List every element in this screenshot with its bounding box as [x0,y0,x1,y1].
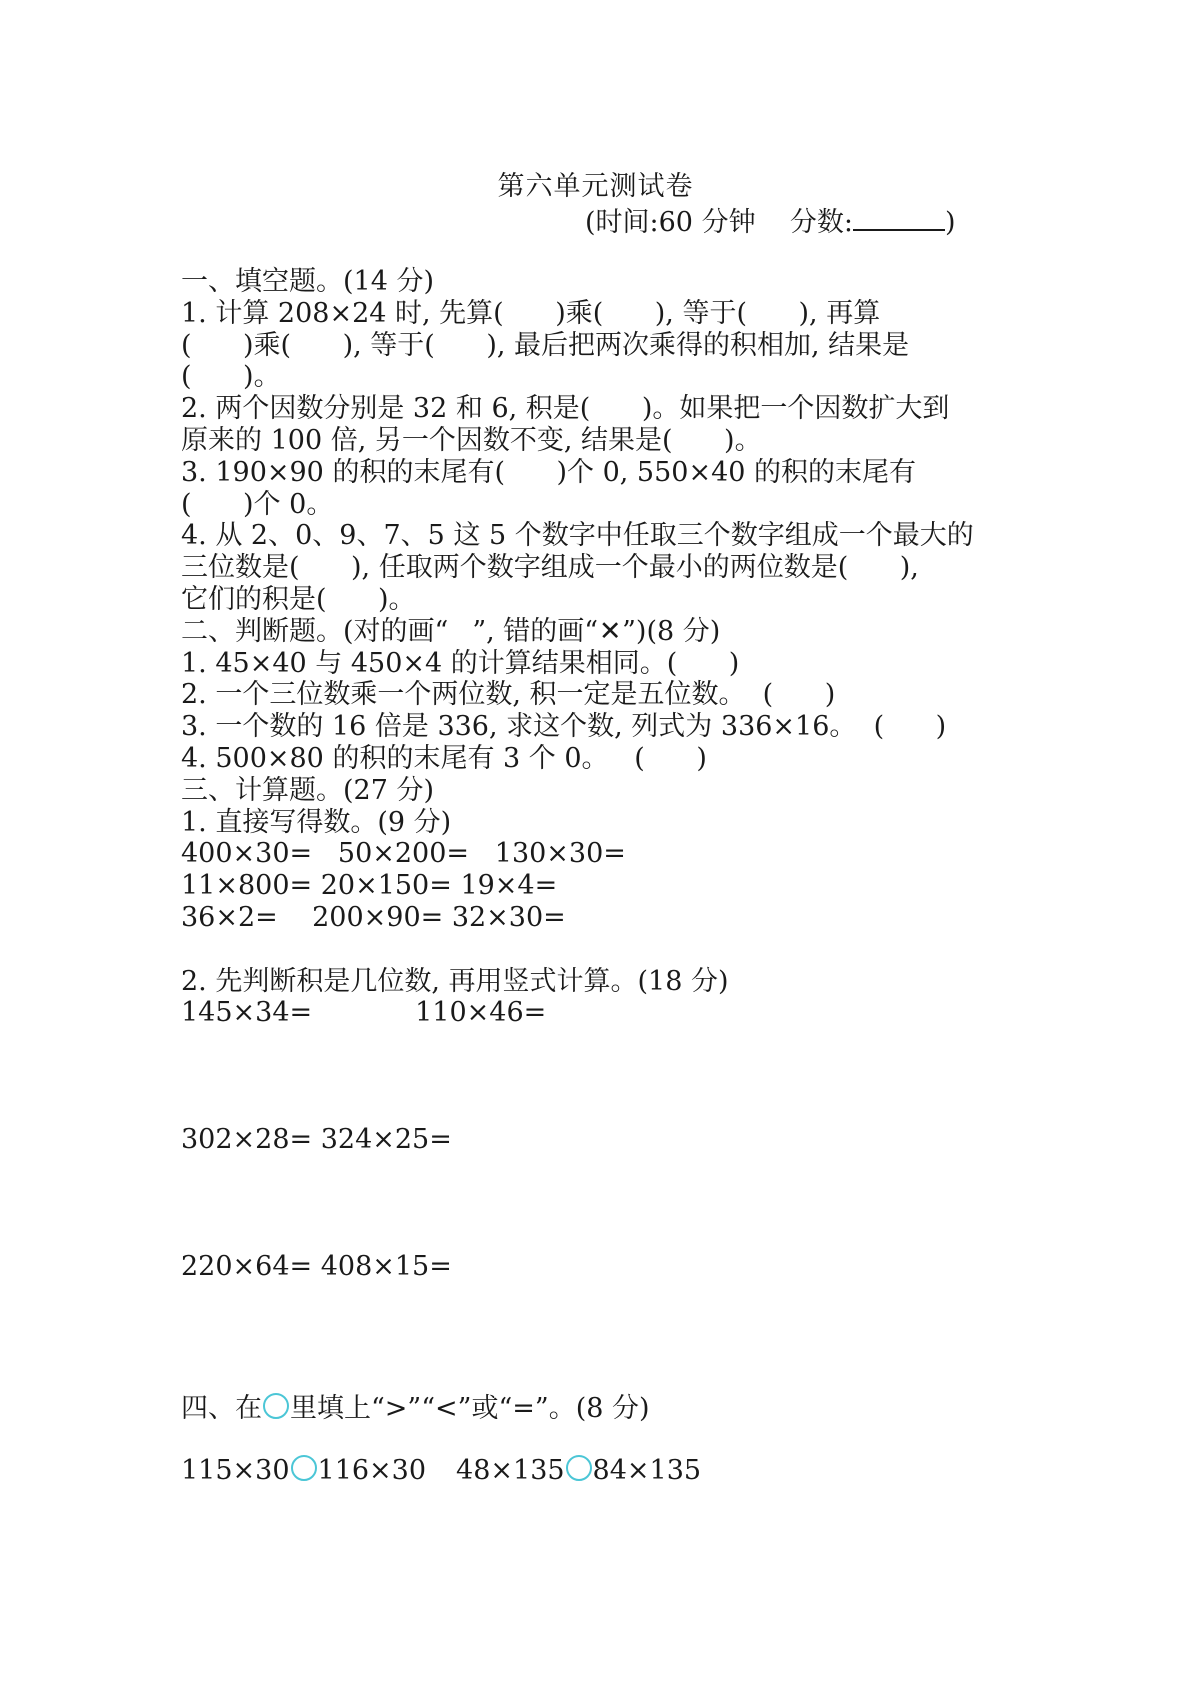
work-space [181,1029,1031,1124]
subtitle-close: ) [945,207,956,238]
fill-line: 三位数是( ), 任取两个数字组成一个最小的两位数是( ), [181,552,919,584]
spacer [181,934,1031,966]
fill-line: 原来的 100 倍, 另一个因数不变, 结果是( )。 [181,424,762,456]
fill-line: 它们的积是( )。 [181,583,416,615]
compare-right: 84×135 [592,1454,702,1486]
circle-icon [263,1393,289,1419]
time-score-text: (时间:60 分钟 分数: [585,207,853,238]
fill-line: ( )个 0。 [181,488,334,520]
direct-row: 400×30= 50×200= 130×30= [181,838,626,870]
section2-heading-post: ”)(8 分) [622,615,721,647]
score-blank[interactable] [853,207,945,231]
cross-icon: ✕ [598,615,622,647]
vertical-row: 145×34= 110×46= [181,997,547,1029]
section4-heading [181,1393,1031,1425]
page-title: 第六单元测试卷 [497,171,694,202]
fill-line: 3. 190×90 的积的末尾有( )个 0, 550×40 的积的末尾有 [181,456,917,488]
compare-circle[interactable] [566,1455,592,1481]
section3-sub1: 1. 直接写得数。(9 分) [181,806,452,838]
section3-heading: 三、计算题。(27 分) [181,774,435,806]
judge-item: 3. 一个数的 16 倍是 336, 求这个数, 列式为 336×16。 ( ) [181,711,947,743]
section2-heading-pre: 二、判断题。(对的画“ [181,615,449,647]
fill-line: 2. 两个因数分别是 32 和 6, 积是( )。如果把一个因数扩大到 [181,393,950,425]
judge-item: 2. 一个三位数乘一个两位数, 积一定是五位数。 ( ) [181,679,836,711]
section3-sub2: 2. 先判断积是几位数, 再用竖式计算。(18 分) [181,965,729,997]
work-space [181,1156,1031,1251]
fill-line: 1. 计算 208×24 时, 先算( )乘( ), 等于( ), 再算 [181,297,881,329]
judge-item: 1. 45×40 与 450×4 的计算结果相同。( ) [181,647,740,679]
section2-heading [181,616,1031,648]
compare-circle[interactable] [291,1455,317,1481]
section4-heading-pre: 四、在 [181,1392,262,1424]
work-space [181,1283,1031,1393]
vertical-row: 302×28= 324×25= [181,1124,452,1156]
check-mark-placeholder [448,616,472,648]
fill-line: ( )。 [181,361,281,393]
compare-right: 116×30 [317,1454,427,1486]
compare-left: 115×30 [181,1454,290,1486]
direct-row: 36×2= 200×90= 32×30= [181,901,566,933]
compare-row [181,1455,1031,1487]
worksheet-body [181,266,1031,1486]
section2-heading-mid: ”, 错的画“ [472,615,599,647]
fill-line: ( )乘( ), 等于( ), 最后把两次乘得的积相加, 结果是 [181,329,910,361]
fill-line: 4. 从 2、0、9、7、5 这 5 个数字中任取三个数字组成一个最大的 [181,520,974,552]
compare-left: 48×135 [456,1454,565,1486]
vertical-row: 220×64= 408×15= [181,1250,452,1282]
spacer [181,1425,1031,1455]
section4-heading-post: 里填上“>”“<”或“=”。(8 分) [290,1392,650,1424]
time-score-line [585,200,956,239]
judge-item: 4. 500×80 的积的末尾有 3 个 0。 ( ) [181,742,707,774]
section1-heading: 一、填空题。(14 分) [181,266,435,297]
direct-row: 11×800= 20×150= 19×4= [181,870,558,902]
